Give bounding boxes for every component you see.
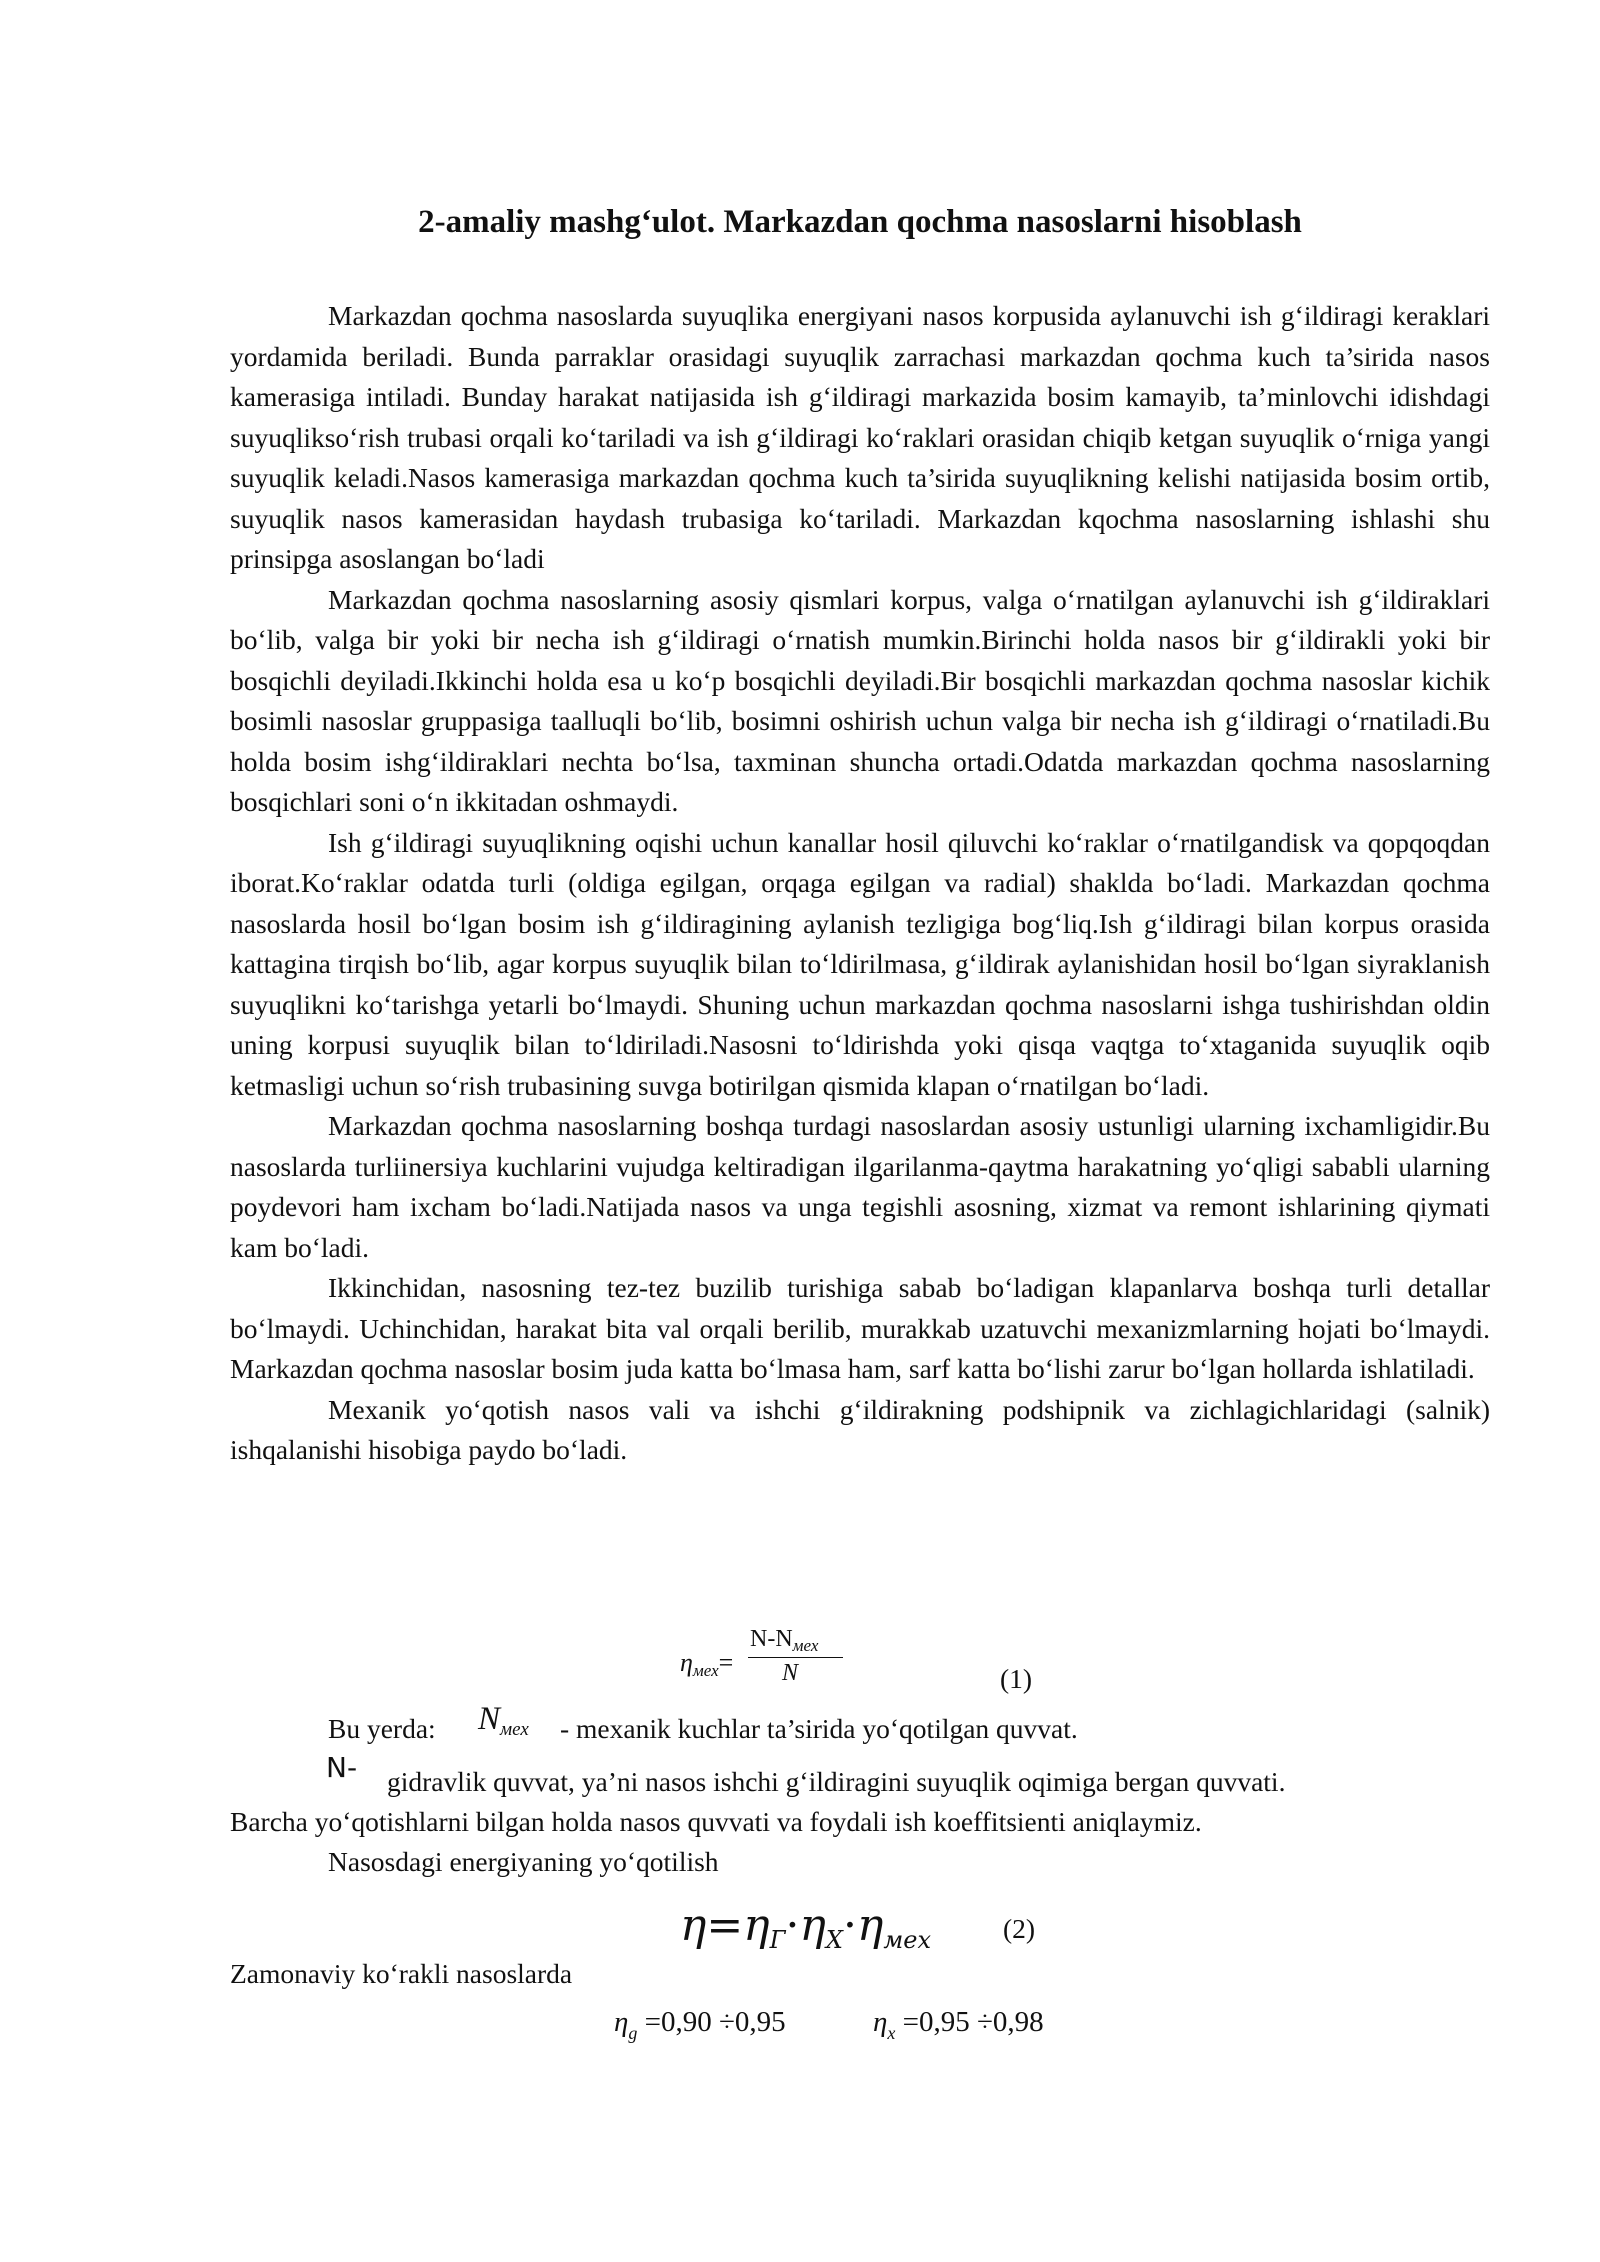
definition-lead: Bu yerda:: [328, 1713, 436, 1744]
fraction-bar: [748, 1657, 843, 1658]
body-text: [230, 296, 1490, 1471]
paragraph: Mexanik yo‘qotish nasos vali va ishchi g‘ildirakning podshipnik va zichlagichlaridagi (salnik) ishqalanishi hisobiga paydo bo‘ladi.: [230, 1393, 1490, 1465]
formula-1-lhs: $\eta_{мех}=$: [680, 1648, 734, 1680]
formula-3-x: $\eta_x =0,95 \div 0,98$: [873, 2006, 1044, 2043]
definition-symbol: Nмех: [478, 1701, 529, 1740]
formula-3-g: $\eta_g =0,90 \div 0,95$: [614, 2006, 786, 2043]
paragraph: Markazdan qochma nasoslarning asosiy qismlari korpus, valga o‘rnatilgan aylanuvchi ish g‘ildiraklari bo‘lib, valga bir yoki bir necha ish g‘ildiragi o‘rnatish mumkin.Birinchi holda nasos bir g‘ildirakli yoki bir bosqichli deyiladi.Ikkinchi holda esa u ko‘p bosqichli deyiladi.Bir bosqichli markazdan qochma nasoslar kichik bosimli nasoslar gruppasiga taalluqli bo‘lib, bosimni oshirish uchun valga bir necha ish g‘ildiragi o‘rnatiladi.Bu holda bosim ishg‘ildiraklari nechta bo‘lsa, taxminan shuncha ortadi.Odatda markazdan qochma nasoslarning bosqichlari soni o‘n ikkitadan oshmaydi.: [230, 583, 1490, 817]
paragraph: Markazdan qochma nasoslarda suyuqlika energiyani nasos korpusida aylanuvchi ish g‘ildiragi keraklari yordamida beriladi. Bunda parraklar orasidagi suyuqlik zarrachasi markazdan qochma kuch ta’sirida nasos kamerasiga intiladi. Bunday harakat natijasida ish g‘ildiragi markazida bosim kamayib, ta’minlovchi idishdagi suyuqlikso‘rish trubasi orqali ko‘tariladi va ish g‘ildiragi ko‘raklari orasidan chiqib ketgan suyuqlik o‘rniga yangi suyuqlik keladi.Nasos kamerasiga markazdan qochma kuch ta’sirida suyuqlikning kelishi natijasida bosim ortib, suyuqlik nasos kamerasidan haydash trubasiga ko‘tariladi. Markazdan kqochma nasoslarning ishlashi shu prinsipga asoslangan bo‘ladi: [230, 300, 1490, 574]
paragraph: Markazdan qochma nasoslarning boshqa turdagi nasoslardan asosiy ustunligi ularning ixchamligidir.Bu nasoslarda turliinersiya kuchlarini vujudga keltiradigan ilgarilanma-qaytma harakatning yo‘qligi sababli ularning poydevori ham ixcham bo‘ladi.Natijada nasos va unga tegishli asosning, xizmat va remont ishlarining qiymati kam bo‘ladi.: [230, 1110, 1490, 1263]
loss-line: Nasosdagi energiyaning yo‘qotilish: [328, 1846, 719, 1877]
formula-2: η=ηГ·ηX·ηмех: [680, 1900, 931, 1954]
formula-2-number: (2): [1003, 1913, 1036, 1944]
summary-line: Barcha yo‘qotishlarni bilgan holda nasos quvvati va foydali ish koeffitsienti aniqlaymiz.: [230, 1806, 1202, 1837]
formula-1-number: (1): [1000, 1663, 1033, 1694]
definition-2-text: gidravlik quvvat, ya’ni nasos ishchi g‘ildiragini suyuqlik oqimiga bergan quvvati.: [387, 1766, 1286, 1797]
formula-1-denominator: N: [782, 1660, 799, 1686]
definition-2-symbol: N-: [326, 1751, 358, 1784]
definition-text: - mexanik kuchlar ta’sirida yo‘qotilgan quvvat.: [560, 1713, 1078, 1744]
modern-line: Zamonaviy ko‘rakli nasoslarda: [230, 1958, 573, 1989]
paragraph: Ikkinchidan, nasosning tez-tez buzilib turishiga sabab bo‘ladigan klapanlarva boshqa turli detallar bo‘lmaydi. Uchinchidan, harakat bita val orqali berilib, murakkab uzatuvchi mexanizmlarning hojati bo‘lmaydi. Markazdan qochma nasoslar bosim juda katta bo‘lmasa ham, sarf katta bo‘lishi zarur bo‘lgan hollarda ishlatiladi.: [230, 1272, 1490, 1384]
page-title: 2-amaliy mashg‘ulot. Markazdan qochma nasoslarni hisoblash: [418, 204, 1302, 240]
paragraph: Ish g‘ildiragi suyuqlikning oqishi uchun kanallar hosil qiluvchi ko‘raklar o‘rnatilgandisk va qopqoqdan iborat.Ko‘raklar odatda turli (oldiga egilgan, orqaga egilgan va radial) shaklda bo‘ladi. Markazdan qochma nasoslarda hosil bo‘lgan bosim ish g‘ildiragining aylanish tezligiga bog‘liq.Ish g‘ildiragi bilan korpus orasida kattagina tirqish bo‘lib, agar korpus suyuqlik bilan to‘ldirilmasa, g‘ildirak aylanishidan hosil bo‘lgan siyraklanish suyuqlikni ko‘tarishga yetarli bo‘lmaydi. Shuning uchun markazdan qochma nasoslarni ishga tushirishdan oldin uning korpusi suyuqlik bilan to‘ldiriladi.Nasosni to‘ldirishda yoki qisqa vaqtga to‘xtaganida suyuqlik oqib ketmasligi uchun so‘rish trubasining suvga botirilgan qismida klapan o‘rnatilgan bo‘ladi.: [230, 826, 1490, 1101]
formula-1-numerator: $N-N_{мех}$: [750, 1626, 819, 1655]
